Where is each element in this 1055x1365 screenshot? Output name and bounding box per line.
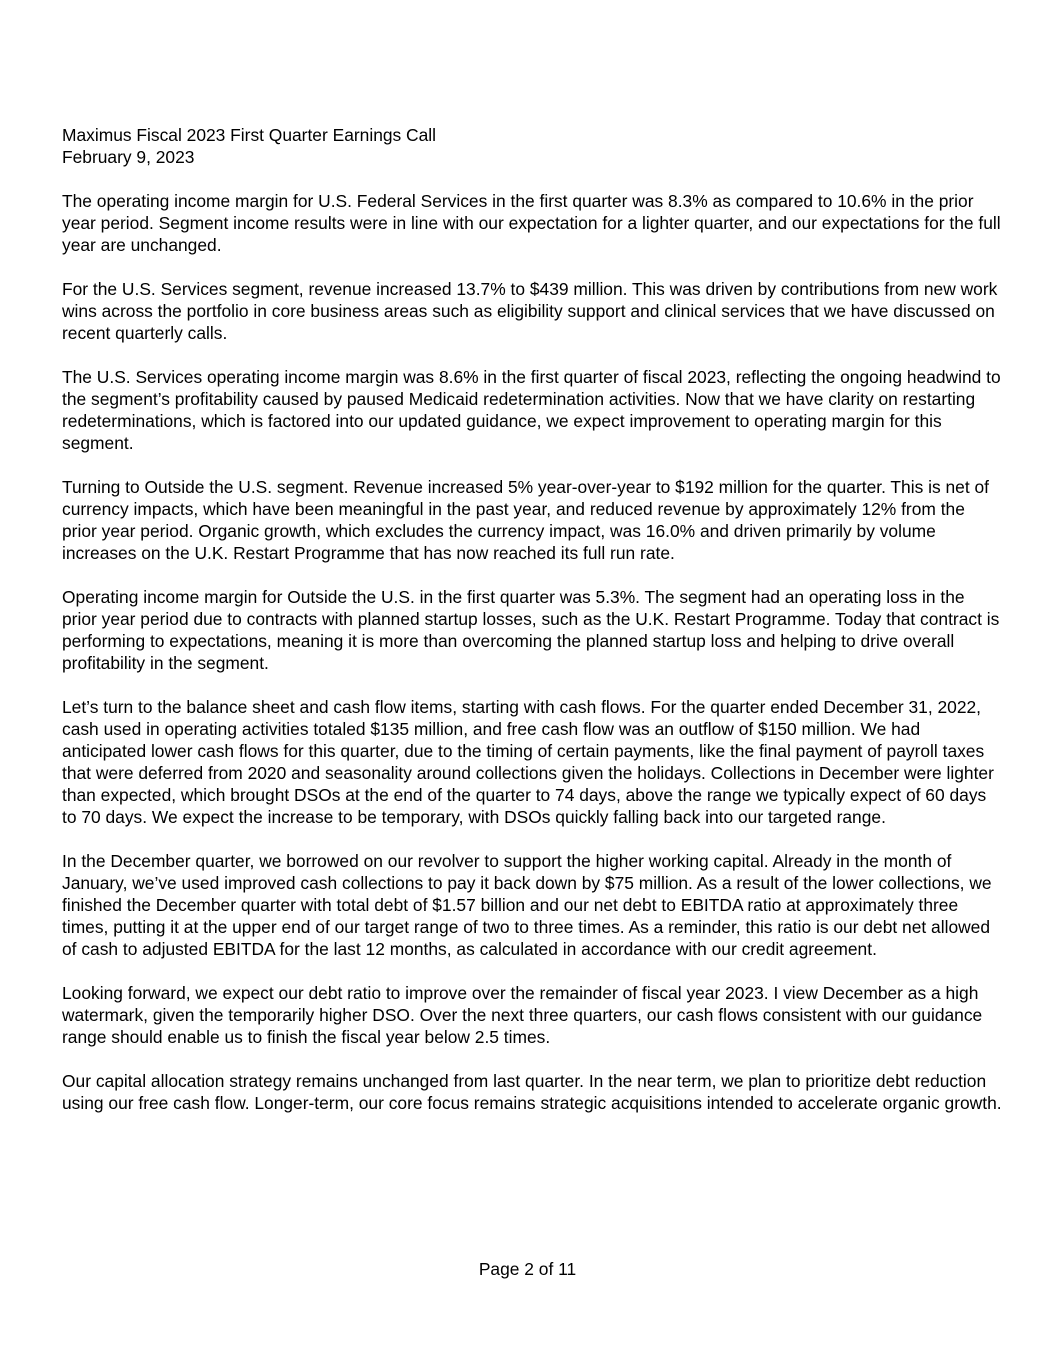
paragraph-outside-us-margin: Operating income margin for Outside the U.S. in the first quarter was 5.3%. The segment had an operating loss in the prior year period due to contracts with planned startup losses, such as the U.K. Restart Programme. Today that contract is performing to expectations, meaning it is more than overcoming the planned startup loss and helping to drive overall profitability in the segment. bbox=[62, 587, 1000, 673]
document-date: February 9, 2023 bbox=[62, 147, 195, 167]
paragraph-debt: In the December quarter, we borrowed on our revolver to support the higher working capital. Already in the month of January, we’ve used improved cash collections to pay it back down by $75 million. As a result of the lower collections, we finished the December quarter with total debt of $1.57 billion and our net debt to EBITDA ratio at approximately three times, putting it at the upper end of our target range of two to three times. As a reminder, this ratio is our debt net allowed of cash to adjusted EBITDA for the last 12 months, as calculated in accordance with our credit agreement. bbox=[62, 851, 992, 959]
document-title: Maximus Fiscal 2023 First Quarter Earnings Call bbox=[62, 125, 437, 145]
document-body bbox=[62, 124, 1002, 1114]
paragraph-us-services-margin: The U.S. Services operating income margin was 8.6% in the first quarter of fiscal 2023, reflecting the ongoing headwind to the segment’s profitability caused by paused Medicaid redetermination activities. Now that we have clarity on restarting redeterminations, which is factored into our updated guidance, we expect improvement to operating margin for this segment. bbox=[62, 367, 1001, 453]
paragraph-outlook: Looking forward, we expect our debt ratio to improve over the remainder of fiscal year 2023. I view December as a high watermark, given the temporarily higher DSO. Over the next three quarters, our cash flows consistent with our guidance range should enable us to finish the fiscal year below 2.5 times. bbox=[62, 983, 983, 1047]
paragraph-federal-services-margin: The operating income margin for U.S. Federal Services in the first quarter was 8.3% as compared to 10.6% in the prior year period. Segment income results were in line with our expectation for a lighter quarter, and our expectations for the full year are unchanged. bbox=[62, 191, 1001, 255]
paragraph-us-services-revenue: For the U.S. Services segment, revenue increased 13.7% to $439 million. This was driven by contributions from new work wins across the portfolio in core business areas such as eligibility support and clinical services that we have discussed on recent quarterly calls. bbox=[62, 279, 998, 343]
paragraph-outside-us-revenue: Turning to Outside the U.S. segment. Revenue increased 5% year-over-year to $192 million for the quarter. This is net of currency impacts, which have been meaningful in the past year, and reduced revenue by approximately 12% from the prior year period. Organic growth, which excludes the currency impact, was 16.0% and driven primarily by volume increases on the U.K. Restart Programme that has now reached its full run rate. bbox=[62, 477, 990, 563]
paragraph-capital-allocation: Our capital allocation strategy remains unchanged from last quarter. In the near term, we plan to prioritize debt reduction using our free cash flow. Longer-term, our core focus remains strategic acquisitions intended to accelerate organic growth. bbox=[62, 1071, 1002, 1113]
page-number: Page 2 of 11 bbox=[478, 1259, 577, 1279]
paragraph-cash-flows: Let’s turn to the balance sheet and cash flow items, starting with cash flows. For the quarter ended December 31, 2022, cash used in operating activities totaled $135 million, and free cash flow was an outflow of $150 million. We had anticipated lower cash flows for this quarter, due to the timing of certain payments, like the final payment of payroll taxes that were deferred from 2020 and seasonality around collections given the holidays. Collections in December were lighter than expected, which brought DSOs at the end of the quarter to 74 days, above the range we typically expect of 60 days to 70 days. We expect the increase to be temporary, with DSOs quickly falling back into our targeted range. bbox=[62, 697, 994, 827]
